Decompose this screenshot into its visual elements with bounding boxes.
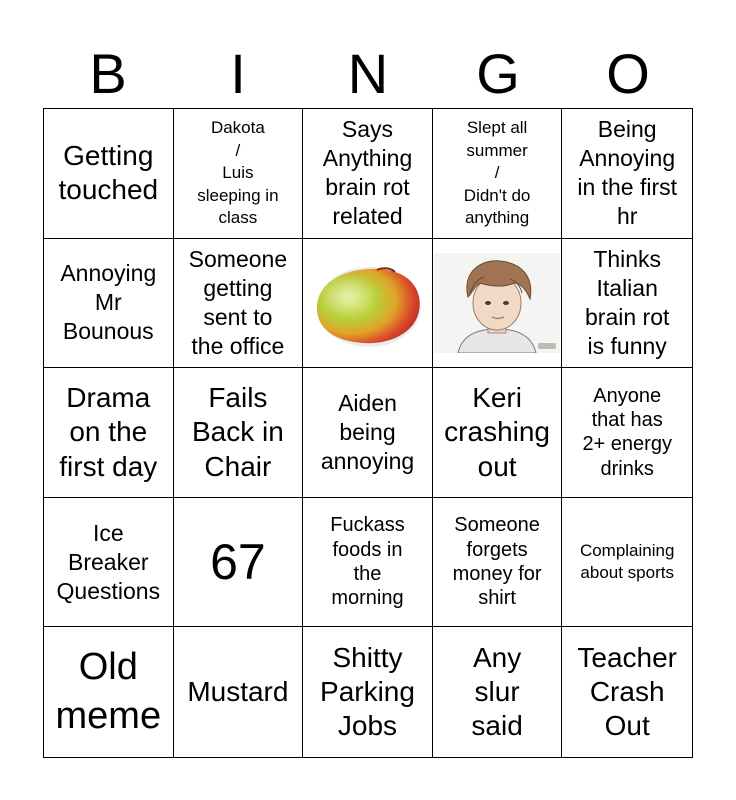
bingo-cell[interactable] — [44, 239, 174, 369]
header-letter-i: I — [230, 42, 246, 105]
bingo-cell[interactable] — [433, 627, 563, 757]
cell-text: Mustard — [187, 676, 289, 708]
bingo-cell[interactable] — [562, 627, 692, 757]
bingo-board — [43, 108, 693, 758]
cell-text: Annoying Mr Bounous — [60, 260, 157, 345]
header-letter-n: N — [347, 42, 389, 105]
cell-text: Someone getting sent to the office — [188, 245, 288, 359]
bingo-cell[interactable] — [44, 498, 174, 628]
cell-text: Shitty Parking Jobs — [320, 641, 415, 742]
cell-text: Teacher Crash Out — [577, 641, 677, 742]
cell-text: Aiden being annoying — [320, 390, 415, 474]
bingo-cell[interactable] — [174, 498, 304, 628]
person-illustration-image — [434, 253, 560, 353]
cell-text: Fails Back in Chair — [191, 382, 284, 482]
cell-text: Getting touched — [58, 140, 159, 206]
cell-text: Thinks Italian brain rot is funny — [585, 245, 670, 359]
bingo-cell-person[interactable] — [433, 239, 563, 369]
cell-text: Fuckass foods in the morning — [330, 514, 405, 610]
bingo-cell[interactable] — [562, 239, 692, 369]
header-letter-o: O — [606, 42, 650, 105]
bingo-cell[interactable] — [303, 109, 433, 239]
cell-text: Keri crashing out — [444, 382, 551, 482]
bingo-cell[interactable] — [433, 109, 563, 239]
cell-text: Ice Breaker Questions — [56, 519, 161, 604]
cell-text: Old meme — [55, 645, 162, 738]
cell-text: Complaining about sports — [579, 540, 675, 583]
bingo-cell[interactable] — [44, 627, 174, 757]
cell-text: Being Annoying in the first hr — [577, 116, 678, 230]
bingo-cell[interactable] — [562, 498, 692, 628]
header-letter-g: G — [476, 42, 520, 105]
header-letter-b: B — [89, 42, 127, 105]
bingo-cell[interactable] — [174, 368, 304, 498]
cell-text: Drama on the first day — [59, 382, 158, 482]
bingo-cell[interactable] — [562, 368, 692, 498]
bingo-cell[interactable] — [44, 109, 174, 239]
bingo-cell[interactable] — [433, 498, 563, 628]
bingo-cell-mango[interactable] — [303, 239, 433, 369]
mango-image — [307, 253, 427, 353]
bingo-cell[interactable] — [174, 109, 304, 239]
bingo-cell[interactable] — [562, 109, 692, 239]
cell-text: Slept all summer / Didn't do anything — [463, 118, 531, 227]
cell-text: Anyone that has 2+ energy drinks — [582, 384, 672, 480]
bingo-cell[interactable] — [174, 627, 304, 757]
cell-text: 67 — [210, 534, 266, 591]
bingo-cell[interactable] — [303, 627, 433, 757]
cell-text: Dakota / Luis sleeping in class — [197, 118, 279, 227]
bingo-cell[interactable] — [174, 239, 304, 369]
bingo-header — [43, 40, 693, 108]
bingo-cell[interactable] — [44, 368, 174, 498]
bingo-cell[interactable] — [303, 498, 433, 628]
bingo-cell[interactable] — [433, 368, 563, 498]
cell-text: Says Anything brain rot related — [322, 116, 413, 230]
cell-text: Someone forgets money for shirt — [452, 514, 542, 610]
bingo-cell[interactable] — [303, 368, 433, 498]
cell-text: Any slur said — [471, 641, 523, 742]
